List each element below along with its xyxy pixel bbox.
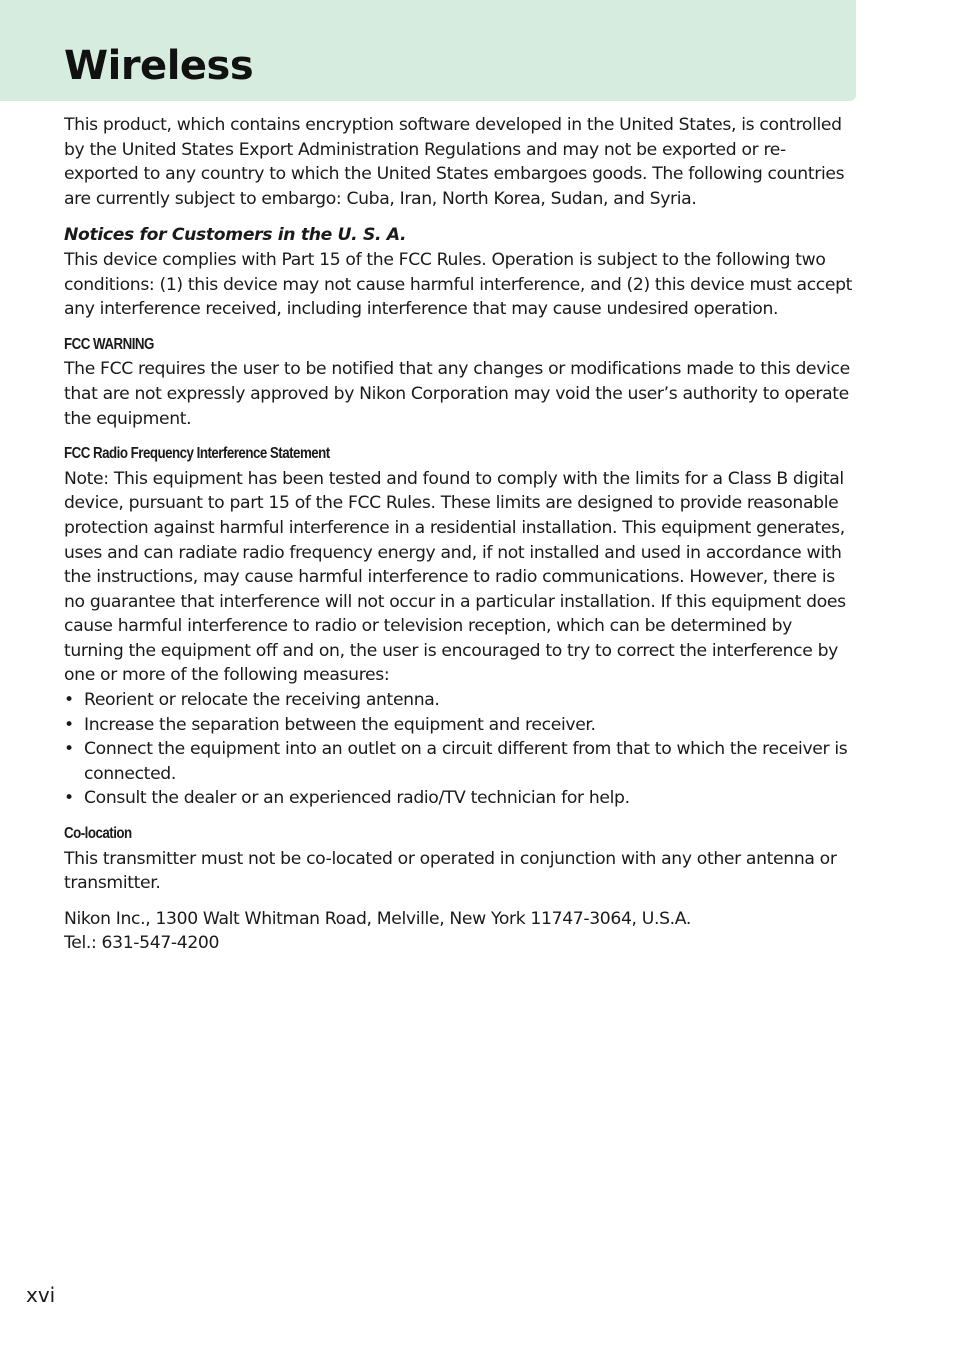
notices-usa-body: This device complies with Part 15 of the FCC Rules. Operation is subject to the following two conditions: (1) this device may not cause harmful interference, and (2) this device must accept any interference received, including interference that may cause undesired operation. [64,249,853,320]
contact-tel: Tel.: 631-547-4200 [64,933,220,954]
page-content [64,113,854,967]
list-item [64,713,854,738]
section-notices-usa [64,223,854,321]
list-item [64,737,854,786]
list-item-text: Reorient or relocate the receiving antenna. [84,690,440,711]
colocation-heading: Co-location [64,825,132,843]
list-item-text: Increase the separation between the equipment and receiver. [84,714,596,735]
section-fcc-warning [64,333,854,431]
bullet-icon: • [64,714,74,735]
intro-paragraph: This product, which contains encryption software developed in the United States, is controlled by the United States Export Administration Regulations and may not be exported or re-exported to any country to which the United States embargoes goods. The following countries are currently subject to embargo: Cuba, Iran, North Korea, Sudan, and Syria. [64,115,845,209]
list-item [64,688,854,713]
fcc-rf-heading: FCC Radio Frequency Interference Statement [64,445,330,463]
notices-usa-heading: Notices for Customers in the U. S. A. [64,225,407,246]
fcc-warning-heading: FCC WARNING [64,335,154,353]
bullet-icon: • [64,788,74,809]
bullet-icon: • [64,690,74,711]
colocation-body: This transmitter must not be co-located or operated in conjunction with any other antenna or transmitter. [64,848,837,894]
fcc-rf-body: Note: This equipment has been tested and found to comply with the limits for a Class B digital device, pursuant to part 15 of the FCC Rules. These limits are designed to provide reasonable protection against harmful interference in a residential installation. This equipment generates, uses and can radiate radio frequency energy and, if not installed and used in accordance with the instructions, may cause harmful interference to radio communications. However, there is no guarantee that interference will not occur in a particular installation. If this equipment does cause harmful interference to radio or television reception, which can be determined by turning the equipment off and on, the user is encouraged to try to correct the interference by one or more of the following measures: [64,468,846,686]
page-number: xvi [26,1283,56,1307]
page-title: Wireless [64,43,254,89]
list-item [64,786,854,811]
list-item-text: Connect the equipment into an outlet on a circuit different from that to which the receiver is connected. [84,739,848,784]
section-contact [64,907,854,956]
measures-list [64,688,854,811]
contact-address: Nikon Inc., 1300 Walt Whitman Road, Melville, New York 11747-3064, U.S.A. [64,908,692,929]
fcc-warning-body: The FCC requires the user to be notified that any changes or modifications made to this device that are not expressly approved by Nikon Corporation may void the user’s authority to operate the equipment. [64,359,850,429]
bullet-icon: • [64,739,74,760]
section-colocation [64,822,854,896]
list-item-text: Consult the dealer or an experienced radio/TV technician for help. [84,788,630,809]
section-fcc-rf [64,442,854,811]
